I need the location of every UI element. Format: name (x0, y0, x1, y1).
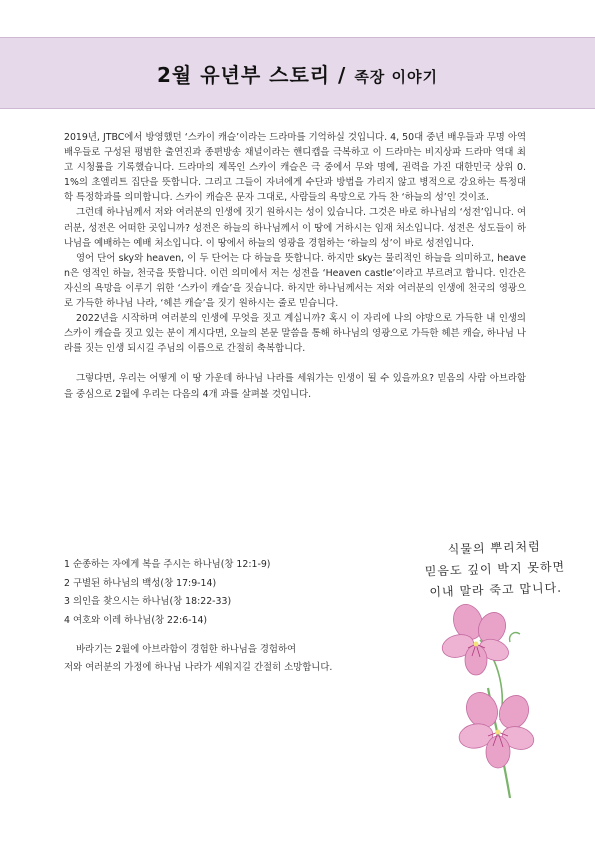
quote-line-2: 믿음도 깊이 박지 못하면 (424, 559, 566, 579)
paragraph-gap (64, 356, 526, 371)
lesson-item: 1 순종하는 자에게 복을 주시는 하나님(창 12:1-9) (64, 559, 271, 570)
violet-flower-illustration (410, 600, 560, 800)
quote-line-3: 이내 말라 죽고 맙니다. (429, 580, 563, 600)
closing-line-1: 바라기는 2월에 아브라함이 경험한 하나님을 경험하여 (76, 644, 297, 655)
title-main: 2월 유년부 스토리 / (157, 62, 355, 87)
title-sub: 족장 이야기 (354, 67, 438, 86)
closing-text (64, 641, 424, 676)
title-banner (0, 37, 595, 109)
page-title (157, 59, 438, 88)
closing-line-2: 저와 여러분의 가정에 하나님 나라가 세워지길 간절히 소망합니다. (64, 661, 333, 673)
upper-flower (440, 600, 512, 675)
paragraph-2: 그런데 하나님께서 저와 여러분의 인생에 짓기 원하시는 성이 있습니다. 그것은 바로 하나님의 ‘성전’입니다. 여러분, 성전은 어떠한 곳입니까? 성전은 하늘의 하나님께서 이 땅에 거하시는 임재 처소입니다. 성전은 성도들이 하나님을 예배하는 예배 처소입니다. 이 땅에서 하늘의 영광을 경험하는 ‘하늘의 성’이 바로 성전입니다. (64, 207, 526, 249)
lesson-item: 3 의인을 찾으시는 하나님(창 18:22-33) (64, 596, 232, 608)
lesson-list (64, 556, 364, 631)
story-body (64, 130, 526, 402)
lesson-item: 4 여호와 이레 하나님(창 22:6-14) (64, 615, 208, 627)
paragraph-5: 그렇다면, 우리는 어떻게 이 땅 가운데 하나님 나라를 세워가는 인생이 될 수 있을까요? 믿음의 사람 아브라함을 중심으로 2월에 우리는 다음의 4개 과를 살펴볼 것입니다. (64, 373, 526, 400)
paragraph-3: 영어 단어 sky와 heaven, 이 두 단어는 다 하늘을 뜻합니다. 하지만 sky는 물리적인 하늘을 의미하고, heaven은 영적인 하늘, 천국을 뜻합니다. 이런 의미에서 저는 성전을 ‘Heaven castle’이라고 부르려고 합니다. 인간은 자신의 욕망을 이루기 위한 ‘스카이 캐슬’을 짓습니다. 하지만 하나님께서는 저와 여러분의 인생에 천국의 영광으로 가득한 하나님 나라, ‘헤븐 캐슬’을 짓기 원하시는 줄로 믿습니다. (64, 252, 526, 310)
lesson-item: 2 구별된 하나님의 백성(창 17:9-14) (64, 577, 217, 589)
quote-line-1: 식물의 뿌리처럼 (447, 539, 541, 557)
paragraph-1: 2019년, JTBC에서 방영했던 ‘스카이 캐슬’이라는 드라마를 기억하실 것입니다. 4, 50대 중년 배우들과 무명 아역배우들로 구성된 평범한 출연진과 종편방송 채널이라는 핸디캡을 극복하고 이 드라마는 비지상파 드라마 역대 최고 시청률을 기록했습니다. 드라마의 제목인 스카이 캐슬은 극 중에서 무와 명예, 권력을 가진 대한민국 상위 0.1%의 초엘리트 집단을 뜻합니다. 그리고 그들이 자녀에게 수단과 방법을 가리지 않고 병적으로 강요하는 특정대학 특정학과를 의미합니다. 스카이 캐슬은 문자 그대로, 사람들의 욕망으로 가득 찬 ‘하늘의 성’인 것이죠. (64, 132, 526, 204)
paragraph-4: 2022년을 시작하며 여러분의 인생에 무엇을 짓고 계십니까? 혹시 이 자리에 나의 야망으로 가득한 내 인생의 스카이 캐슬을 짓고 있는 분이 계시다면, 오늘의 본문 말씀을 통해 하나님의 영광으로 가득한 헤븐 캐슬, 하나님 나라를 짓는 인생 되시길 주님의 이름으로 간절히 축복합니다. (64, 313, 526, 355)
handwritten-quote (404, 535, 586, 604)
